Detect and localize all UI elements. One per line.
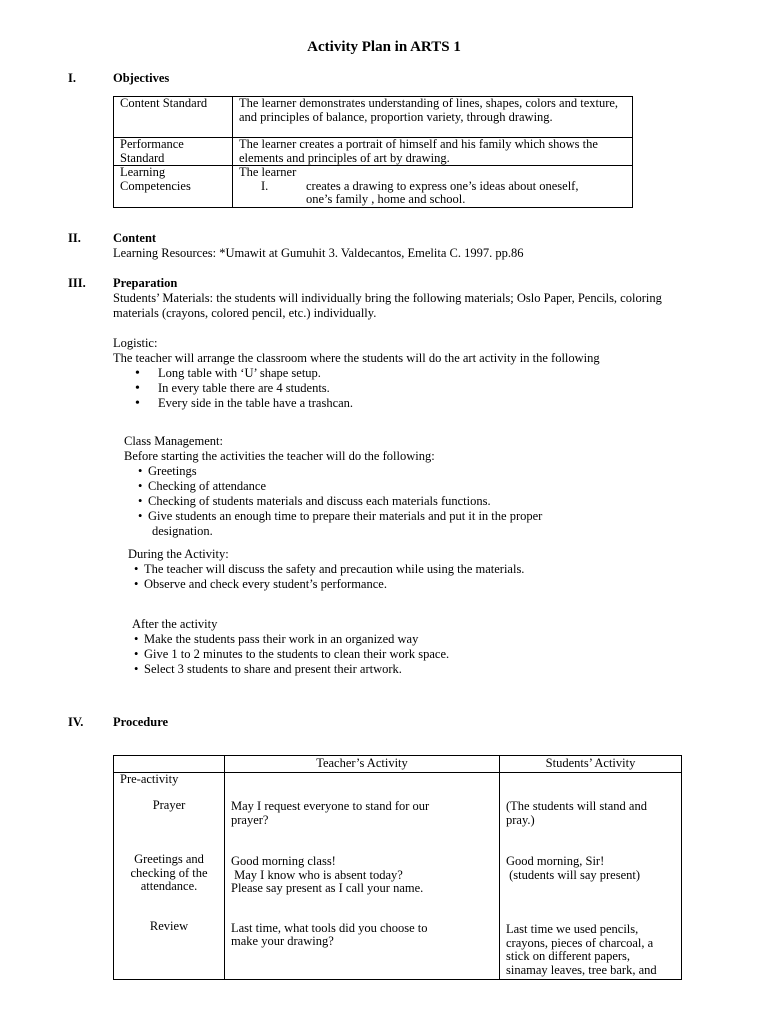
table-row	[114, 166, 633, 208]
list-item: • Give students an enough time to prepare their materials and put it in the proper	[138, 509, 542, 524]
learning-label-line: Learning	[120, 165, 166, 179]
objective-label	[114, 97, 233, 138]
list-item: • Every side in the table have a trashcan.	[113, 396, 600, 411]
logistic-block	[113, 336, 600, 411]
objective-text: The learner creates a portrait of himself and his family which shows the elements and principles of art by drawing.	[233, 138, 633, 166]
table-row	[114, 97, 633, 138]
class-management-list	[138, 464, 542, 524]
prayer-label: Prayer	[152, 797, 186, 812]
greetings-students-text: Good morning, Sir! (students will say present)	[506, 854, 641, 882]
activity-label-cell	[114, 773, 225, 980]
section-title-preparation: Preparation	[113, 276, 178, 290]
table-header-row	[114, 756, 682, 773]
after-activity-list	[134, 632, 449, 677]
review-students-text: Last time we used pencils, crayons, pieces of charcoal, a stick on different papers, sinamay leaves, tree bark, and	[506, 922, 657, 977]
header-cell: Teacher’s Activity	[225, 756, 500, 773]
students-activity-cell	[500, 773, 682, 980]
list-item: • The teacher will discuss the safety and precaution while using the materials.	[134, 562, 524, 577]
list-item: • Make the students pass their work in an organized way	[134, 632, 449, 647]
objective-label	[114, 138, 233, 166]
objective-text	[233, 166, 633, 208]
after-activity-label: After the activity	[132, 617, 218, 631]
content-standard-label: Content Standard	[120, 96, 208, 110]
table-row	[114, 138, 633, 166]
during-activity-label: During the Activity:	[128, 547, 229, 561]
review-label: Review	[149, 918, 189, 933]
greetings-teacher-text: Good morning class! May I know who is absent today? Please say present as I call your name.	[231, 854, 424, 895]
header-cell: Students’ Activity	[500, 756, 682, 773]
section-title-procedure: Procedure	[113, 715, 169, 729]
section-number-4: IV.	[68, 715, 84, 729]
materials-line: Students’ Materials: the students will individually bring the following materials; Oslo Paper, Pencils, coloring	[113, 291, 662, 305]
objectives-table	[113, 96, 633, 208]
list-item-continuation: designation.	[152, 524, 213, 538]
materials-line: materials (crayons, colored pencil, etc.) individually.	[113, 306, 377, 320]
list-item: • Checking of students materials and discuss each materials functions.	[138, 494, 542, 509]
learning-resources: Learning Resources: *Umawit at Gumuhit 3. Valdecantos, Emelita C. 1997. pp.86	[113, 246, 524, 260]
list-item: • In every table there are 4 students.	[113, 381, 600, 396]
header-cell	[114, 756, 225, 773]
learning-item-text: creates a drawing to express one’s ideas about oneself,	[306, 178, 579, 193]
learning-label-line: Competencies	[120, 178, 191, 193]
objective-text: The learner demonstrates understanding of lines, shapes, colors and texture, and principles of balance, proportion variety, through drawing.	[233, 97, 633, 138]
learning-item-cont	[239, 193, 626, 207]
list-item: • Long table with ‘U’ shape setup.	[113, 366, 600, 381]
logistic-list	[113, 366, 600, 411]
objective-label	[114, 166, 233, 208]
section-title-objectives: Objectives	[113, 71, 170, 85]
list-item: • Observe and check every student’s performance.	[134, 577, 524, 592]
section-number-1: I.	[68, 71, 76, 85]
list-item: • Give 1 to 2 minutes to the students to clean their work space.	[134, 647, 449, 662]
section-title-content: Content	[113, 231, 157, 245]
section-number-3: III.	[68, 276, 86, 290]
procedure-table	[113, 755, 682, 980]
section-number-2: II.	[68, 231, 81, 245]
after-activity-block	[132, 617, 449, 677]
teacher-activity-cell	[225, 773, 500, 980]
pre-activity-label: Pre-activity	[120, 772, 179, 786]
list-item: • Select 3 students to share and present their artwork.	[134, 662, 449, 677]
class-management-intro: Before starting the activities the teacher will do the following:	[124, 449, 435, 463]
class-management-block	[124, 434, 542, 539]
during-activity-block	[128, 547, 524, 592]
performance-label-line: Standard	[120, 150, 165, 165]
prayer-teacher-text: May I request everyone to stand for our prayer?	[231, 799, 430, 827]
table-row	[114, 773, 682, 980]
learning-item	[239, 180, 626, 194]
document-title: Activity Plan in ARTS 1	[307, 39, 461, 55]
review-teacher-text: Last time, what tools did you choose to make your drawing?	[231, 920, 428, 948]
during-activity-list	[134, 562, 524, 592]
logistic-intro: The teacher will arrange the classroom where the students will do the art activity in the following	[113, 351, 600, 365]
students-materials	[113, 291, 662, 321]
list-item: • Checking of attendance	[138, 479, 542, 494]
logistic-label: Logistic:	[113, 336, 158, 350]
class-management-label: Class Management:	[124, 434, 223, 448]
greetings-label: Greetings and checking of the attendance.	[130, 852, 208, 893]
learning-item-text: one’s family , home and school.	[306, 192, 466, 206]
list-item: • Greetings	[138, 464, 542, 479]
learning-item-number: I.	[261, 178, 269, 193]
learning-intro: The learner	[239, 165, 297, 179]
performance-label-line: Performance	[120, 137, 184, 151]
prayer-students-text: (The students will stand and pray.)	[506, 799, 647, 827]
